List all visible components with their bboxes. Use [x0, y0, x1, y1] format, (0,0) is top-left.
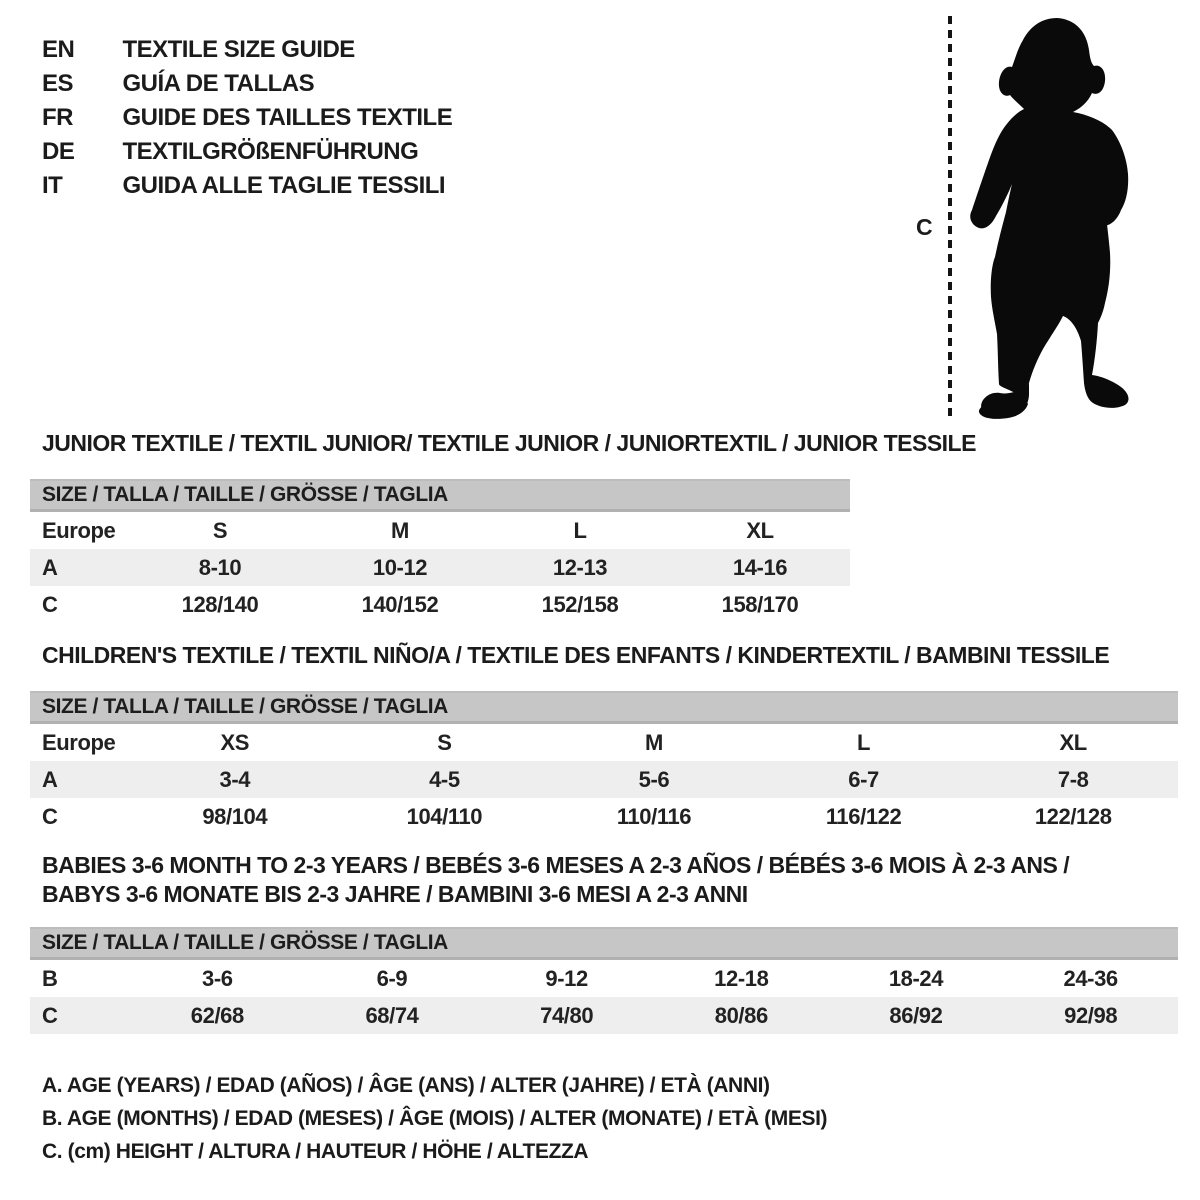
cell: 158/170: [721, 591, 799, 617]
cell: 3-4: [130, 761, 340, 798]
table-row-age: [30, 761, 1178, 798]
cell: 5-6: [549, 761, 759, 798]
size-col-s: S: [437, 729, 452, 755]
size-header-row: [30, 928, 1178, 959]
language-code: DE: [42, 138, 75, 165]
babies-title-line2: BABYS 3-6 MONATE BIS 2-3 JAHRE / BAMBINI 3-6 MESI A 2-3 ANNI: [42, 881, 748, 907]
language-row-it: [42, 169, 452, 203]
size-header: SIZE / TALLA / TAILLE / GRÖSSE / TAGLIA: [30, 480, 850, 511]
language-title-list: [42, 33, 452, 203]
row-label: C: [42, 803, 58, 829]
cell: 74/80: [479, 997, 654, 1034]
junior-size-table: [30, 479, 850, 623]
row-label: A: [30, 761, 130, 798]
cell: 62/68: [130, 997, 305, 1034]
language-code: IT: [42, 172, 63, 199]
language-row-de: [42, 135, 452, 169]
children-section-title: CHILDREN'S TEXTILE / TEXTIL NIÑO/A / TEXTILE DES ENFANTS / KINDERTEXTIL / BAMBINI TESSILE: [42, 642, 1110, 668]
cell: 98/104: [202, 803, 268, 829]
cell: 110/116: [616, 803, 692, 829]
footnote-legend: [42, 1069, 827, 1168]
table-row-age: [30, 549, 850, 586]
cell: 68/74: [305, 997, 480, 1034]
language-code: ES: [42, 70, 74, 97]
row-label: A: [30, 549, 130, 586]
size-col-xl: XL: [746, 517, 774, 543]
children-size-table: [30, 691, 1178, 835]
table-row-height: [30, 798, 1178, 835]
toddler-silhouette-icon: [962, 12, 1142, 427]
footnote-age-months: B. AGE (MONTHS) / EDAD (MESES) / ÂGE (MOIS) / ALTER (MONATE) / ETÀ (MESI): [42, 1107, 828, 1130]
size-columns-row: [30, 723, 1178, 762]
cell: 8-10: [130, 549, 310, 586]
size-header-row: [30, 692, 1178, 723]
cell: 116/122: [825, 803, 902, 829]
guide-title-it: GUIDA ALLE TAGLIE TESSILI: [122, 172, 446, 199]
table-row-months: [30, 959, 1178, 998]
cell: 6-9: [376, 965, 408, 991]
region-label: Europe: [42, 517, 116, 543]
size-col-xs: XS: [220, 729, 250, 755]
height-measure-dashed-line: [946, 16, 954, 418]
cell: 140/152: [361, 591, 439, 617]
size-col-m: M: [645, 729, 663, 755]
table-row-height: [30, 997, 1178, 1034]
size-header-row: [30, 480, 850, 511]
row-label: C: [30, 997, 130, 1034]
guide-title-fr: GUIDE DES TAILLES TEXTILE: [122, 104, 453, 131]
size-col-xl: XL: [1059, 729, 1087, 755]
size-header: SIZE / TALLA / TAILLE / GRÖSSE / TAGLIA: [30, 928, 1178, 959]
cell: 4-5: [340, 761, 550, 798]
size-col-l: L: [857, 729, 871, 755]
row-label: C: [42, 591, 58, 617]
language-row-en: [42, 33, 452, 67]
footnote-height-cm: C. (cm) HEIGHT / ALTURA / HAUTEUR / HÖHE / ALTEZZA: [42, 1140, 589, 1163]
junior-section-title: JUNIOR TEXTILE / TEXTIL JUNIOR/ TEXTILE JUNIOR / JUNIORTEXTIL / JUNIOR TESSILE: [42, 430, 976, 456]
cell: 152/158: [541, 591, 619, 617]
language-row-es: [42, 67, 452, 101]
language-code: FR: [42, 104, 73, 131]
cell: 12-13: [490, 549, 670, 586]
cell: 104/110: [406, 803, 483, 829]
babies-section-title: [42, 851, 1069, 909]
size-columns-row: [30, 511, 850, 550]
cell: 128/140: [181, 591, 259, 617]
cell: 14-16: [670, 549, 850, 586]
size-col-l: L: [573, 517, 587, 543]
row-label: B: [42, 965, 58, 991]
guide-title-de: TEXTILGRÖßENFÜHRUNG: [122, 138, 419, 165]
cell: 86/92: [829, 997, 1004, 1034]
cell: 18-24: [888, 965, 944, 991]
footnote-age-years: A. AGE (YEARS) / EDAD (AÑOS) / ÂGE (ANS) / ALTER (JAHRE) / ETÀ (ANNI): [42, 1074, 770, 1097]
size-col-m: M: [391, 517, 409, 543]
cell: 24-36: [1063, 965, 1118, 991]
cell: 3-6: [202, 965, 233, 991]
cell: 12-18: [714, 965, 769, 991]
cell: 7-8: [968, 761, 1178, 798]
language-code: EN: [42, 36, 75, 63]
guide-title-en: TEXTILE SIZE GUIDE: [122, 36, 355, 63]
table-row-height: [30, 586, 850, 623]
guide-title-es: GUÍA DE TALLAS: [122, 70, 315, 97]
size-header: SIZE / TALLA / TAILLE / GRÖSSE / TAGLIA: [30, 692, 1178, 723]
cell: 122/128: [1034, 803, 1112, 829]
babies-size-table: [30, 927, 1178, 1034]
cell: 92/98: [1003, 997, 1178, 1034]
cell: 9-12: [545, 965, 588, 991]
height-measure-label: C: [916, 214, 933, 240]
region-label: Europe: [42, 729, 116, 755]
cell: 6-7: [759, 761, 969, 798]
language-row-fr: [42, 101, 452, 135]
size-col-s: S: [212, 517, 228, 543]
cell: 80/86: [654, 997, 829, 1034]
babies-title-line1: BABIES 3-6 MONTH TO 2-3 YEARS / BEBÉS 3-6 MESES A 2-3 AÑOS / BÉBÉS 3-6 MOIS À 2-3 ANS /: [42, 852, 1070, 878]
cell: 10-12: [310, 549, 490, 586]
